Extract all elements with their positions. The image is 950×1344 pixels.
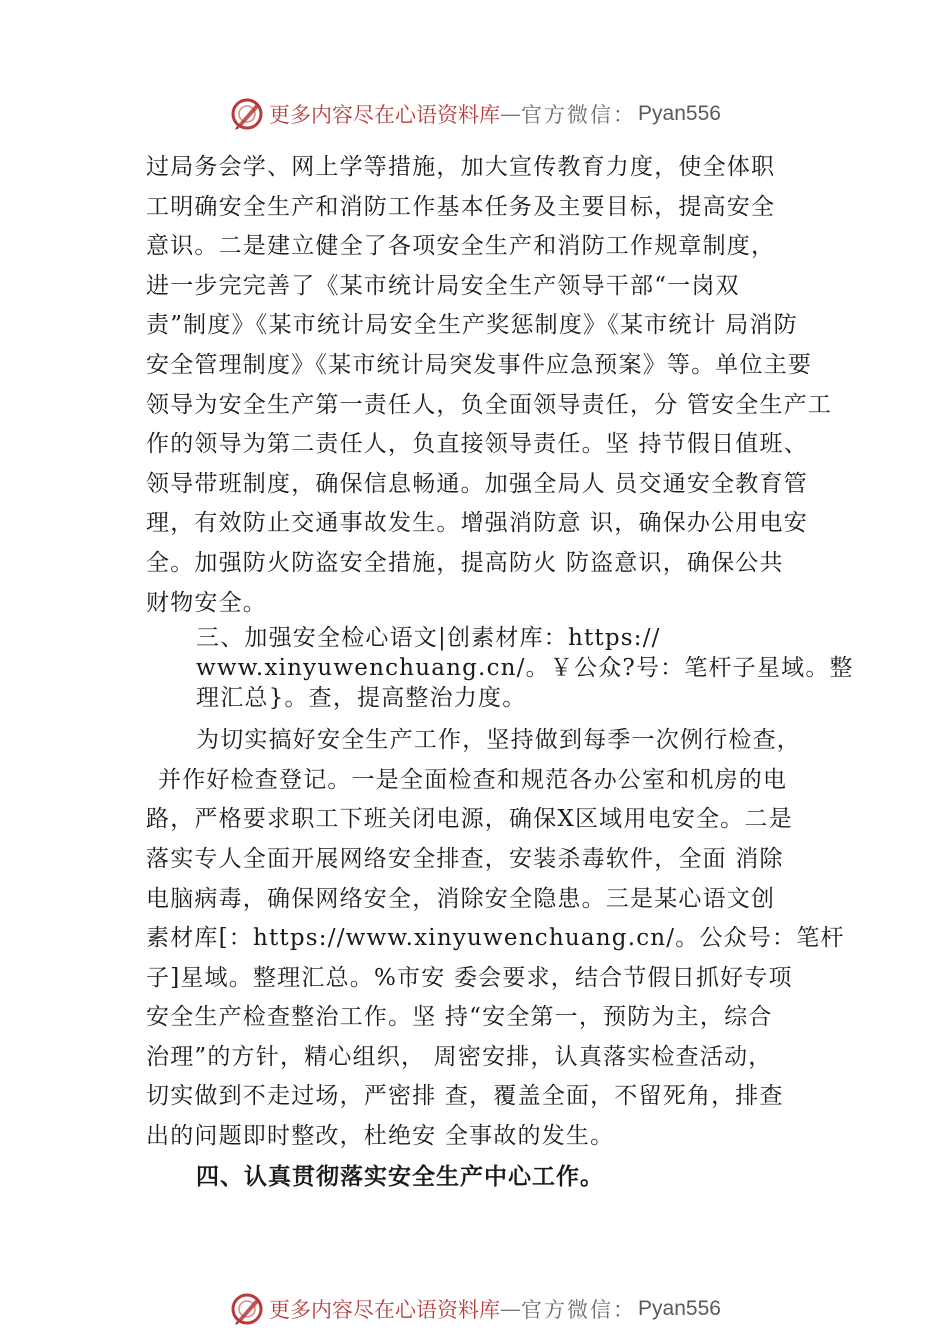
paragraph-1 [146,148,836,623]
text-line: 切实做到不走过场，严密排 查，覆盖全面，不留死角，排查 [146,1083,784,1110]
text-line: www.xinyuwenchuang.cn/。￥公众?号：笔杆子星域。整 [196,655,854,682]
text-line: 三、加强安全检心语文|创素材库：https:// [196,625,661,652]
banner-separator: — [500,102,522,126]
text-line: 子]星域。整理汇总。%市安 委会要求，结合节假日抓好专项 [146,964,793,991]
text-line: 出的问题即时整改，杜绝安 全事故的发生。 [146,1123,615,1150]
text-line: 落实专人全面开展网络安全排查，安装杀毒软件，全面 消除 [146,845,784,872]
banner-label: 官方微信： [521,1298,637,1322]
text-line: 责”制度》《某市统计局安全生产奖惩制度》《某市统计 局消防 [146,312,798,339]
text-line: 素材库[：https://www.xinyuwenchuang.cn/。公众号：笔杆 [146,925,845,952]
paragraph-gap [146,713,836,721]
text-line: 过局务会学、网上学等措施，加大宣传教育力度，使全体职 [146,154,776,180]
text-line: 作的领导为第二责任人，负直接领导责任。坚 持节假日值班、 [146,431,808,458]
banner-slogan: 更多内容尽在心语资料库 [269,103,501,127]
banner-separator: — [500,1297,522,1321]
banner-label: 官方微信： [521,103,637,127]
text-line: 理，有效防止交通事故发生。增强消防意 识，确保办公用电安 [146,510,808,537]
text-line: 治理”的方针，精心组织， 周密安排，认真落实检查活动， [146,1043,773,1070]
text-line: 安全生产检查整治工作。坚 持“安全第一，预防为主，综合 [146,1004,773,1031]
section-4-heading: 四、认真贯彻落实安全生产中心工作。 [196,1163,604,1190]
banner-account: Pyan556 [638,102,721,125]
text-line: 电脑病毒，确保网络安全，消除安全隐患。三是某心语文创 [146,885,776,912]
text-line: 财物安全。 [146,589,267,616]
text-line: 全。加强防火防盗安全措施，提高防火 防盗意识，确保公共 [146,549,784,576]
footer-banner [0,1289,950,1329]
text-line: 理汇总}。查，提高整治力度。 [196,685,527,712]
pen-logo-icon [229,96,265,132]
text-line: 安全管理制度》《某市统计局突发事件应急预案》等。单位主要 [146,351,813,378]
text-line: 并作好检查登记。一是全面检查和规范各办公室和机房的电 [158,766,788,793]
paragraph-2 [146,721,845,1157]
text-line: 路，严格要求职工下班关闭电源，确保X区域用电安全。二是 [146,806,793,833]
text-line: 领导带班制度，确保信息畅通。加强全局人 员交通安全教育管 [146,470,808,497]
pen-logo-icon [229,1291,265,1327]
banner-account: Pyan556 [638,1297,721,1320]
text-line: 为切实搞好安全生产工作，坚持做到每季一次例行检查， [196,727,801,754]
text-line: 意识。二是建立健全了各项安全生产和消防工作规章制度， [146,233,776,260]
text-line: 进一步完完善了《某市统计局安全生产领导干部“一岗双 [146,272,740,299]
text-line: 领导为安全生产第一责任人，负全面领导责任，分 管安全生产工 [146,391,833,418]
section-3-heading [146,623,854,713]
header-banner [0,94,950,134]
document-body [146,148,854,1197]
banner-slogan: 更多内容尽在心语资料库 [269,1298,501,1322]
text-line: 工明确安全生产和消防工作基本任务及主要目标，提高安全 [146,193,776,220]
